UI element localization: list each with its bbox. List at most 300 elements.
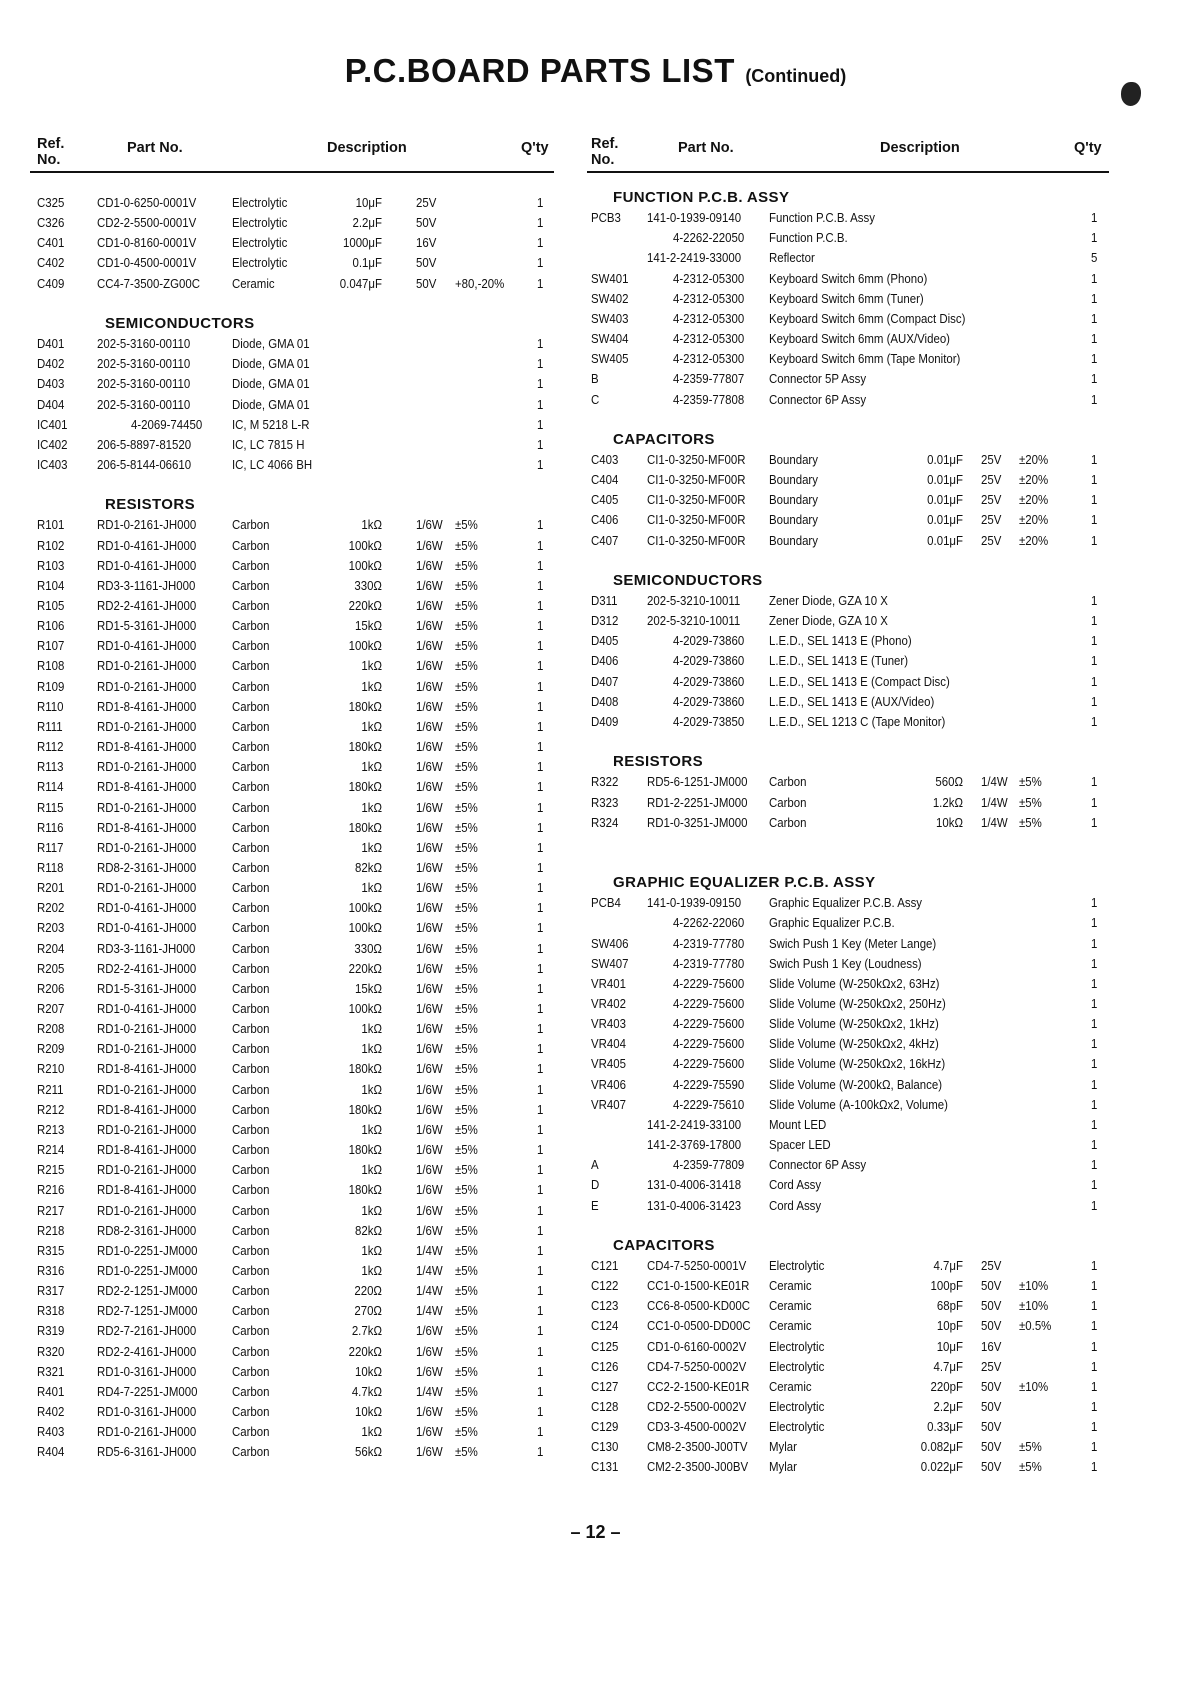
part-row [37, 959, 547, 978]
part-row [37, 1321, 547, 1340]
part-no: RD1-0-4161-JH000 [96, 638, 197, 654]
part-row [37, 1342, 547, 1361]
rating: 1/6W [415, 638, 443, 654]
quantity: 1 [536, 940, 544, 956]
description: Carbon [231, 577, 270, 593]
description: Slide Volume (W-250kΩx2, 4kHz) [768, 1036, 939, 1052]
ref-no: R404 [37, 1444, 65, 1460]
part-row [591, 1014, 1101, 1033]
quantity: 1 [536, 537, 544, 553]
ref-no: VR405 [591, 1056, 626, 1072]
value: 15kΩ [354, 618, 383, 634]
part-no: CD2-2-5500-0001V [96, 215, 197, 231]
part-no: RD1-0-2161-JH000 [96, 1021, 197, 1037]
quantity: 1 [1090, 1419, 1098, 1435]
value: 0.01μF [927, 492, 964, 508]
part-row [591, 772, 1101, 791]
ref-no: VR403 [591, 1016, 626, 1032]
tolerance: ±5% [455, 1222, 478, 1238]
description: Ceramic [768, 1278, 812, 1294]
tolerance: ±5% [455, 1444, 478, 1460]
ref-no: D405 [591, 633, 619, 649]
part-row [37, 213, 547, 232]
ref-no: D404 [37, 396, 65, 412]
tolerance: ±5% [455, 1343, 478, 1359]
part-row [37, 979, 547, 998]
description: Ceramic [768, 1298, 812, 1314]
part-row [37, 253, 547, 272]
part-no: 4-2029-73860 [672, 673, 745, 689]
part-no: CI1-0-3250-MF00R [646, 492, 746, 508]
tolerance: ±20% [1018, 472, 1049, 488]
rating: 1/6W [415, 1182, 443, 1198]
part-row [37, 798, 547, 817]
tolerance: ±5% [455, 718, 478, 734]
part-row [591, 470, 1101, 489]
ref-no: R204 [37, 940, 65, 956]
ref-no: C [591, 391, 600, 407]
quantity: 1 [536, 698, 544, 714]
description: Carbon [231, 1222, 270, 1238]
rating: 50V [980, 1378, 1002, 1394]
part-row [591, 974, 1101, 993]
part-row [591, 672, 1101, 691]
description: Electrolytic [768, 1358, 825, 1374]
tolerance: ±5% [455, 1061, 478, 1077]
ref-no: C404 [591, 472, 619, 488]
rating: 1/6W [415, 718, 443, 734]
part-row [591, 1276, 1101, 1295]
tolerance: +80,-20% [455, 275, 505, 291]
part-row [37, 1201, 547, 1220]
tolerance: ±5% [455, 698, 478, 714]
description: Carbon [768, 814, 807, 830]
left-header-part: Part No. [127, 140, 183, 156]
part-no: RD1-0-3161-JH000 [96, 1404, 197, 1419]
description: Carbon [231, 920, 270, 936]
part-no: 4-2319-77780 [672, 935, 745, 951]
part-no: RD5-6-1251-JM000 [646, 774, 748, 790]
part-row [37, 1180, 547, 1199]
quantity: 1 [1090, 1116, 1098, 1132]
quantity: 1 [1090, 975, 1098, 991]
ref-no: C409 [37, 275, 65, 291]
quantity: 1 [536, 638, 544, 654]
ref-no: C407 [591, 532, 619, 548]
description: Boundary [768, 512, 818, 528]
part-no: 4-2229-75600 [672, 996, 745, 1011]
ref-no: IC401 [37, 416, 68, 432]
part-no: 141-2-3769-17800 [646, 1137, 742, 1153]
description: Electrolytic [231, 215, 288, 231]
quantity: 1 [536, 275, 544, 291]
part-no: CI1-0-3250-MF00R [646, 472, 746, 488]
description: Diode, GMA 01 [231, 396, 310, 412]
ref-no: R104 [37, 577, 65, 593]
description: Slide Volume (A-100kΩx2, Volume) [768, 1096, 948, 1112]
part-no: 141-0-1939-09150 [646, 895, 742, 911]
ref-no: R321 [37, 1363, 65, 1379]
part-no: 141-2-2419-33100 [646, 1116, 742, 1132]
description: Mylar [768, 1459, 797, 1475]
ref-no: R210 [37, 1061, 65, 1077]
quantity: 1 [1090, 1137, 1098, 1153]
part-row [591, 369, 1101, 388]
part-no: 4-2312-05300 [672, 310, 745, 326]
quantity: 1 [1090, 270, 1098, 286]
ref-no: B [591, 371, 599, 387]
part-no: 4-2359-77807 [672, 371, 745, 387]
part-no: RD3-3-1161-JH000 [96, 577, 196, 593]
part-no: CD4-7-5250-0001V [646, 1257, 747, 1273]
part-no: 202-5-3160-00110 [96, 356, 191, 372]
part-no: RD1-0-2161-JH000 [96, 1041, 197, 1057]
section-heading: SEMICONDUCTORS [613, 571, 763, 589]
value: 220pF [930, 1378, 964, 1394]
part-no: RD1-0-2251-JM000 [96, 1242, 198, 1258]
part-row [37, 939, 547, 958]
section-heading: FUNCTION P.C.B. ASSY [613, 189, 790, 206]
part-no: 4-2069-74450 [130, 416, 203, 432]
part-row [591, 793, 1101, 812]
part-no: RD1-8-4161-JH000 [96, 1061, 197, 1077]
rating: 1/6W [415, 819, 443, 835]
rating: 1/6W [415, 940, 443, 956]
quantity: 1 [1090, 1177, 1098, 1193]
ref-no: VR406 [591, 1076, 626, 1092]
ref-no: R101 [37, 517, 65, 533]
quantity: 1 [536, 839, 544, 855]
quantity: 1 [536, 336, 544, 352]
tolerance: ±5% [455, 1081, 478, 1097]
quantity: 1 [536, 759, 544, 775]
part-row [37, 596, 547, 615]
part-no: CD1-0-4500-0001V [96, 255, 197, 271]
ref-no: D406 [591, 653, 619, 669]
description: Ceramic [231, 275, 275, 291]
description: Carbon [231, 1101, 270, 1117]
part-row [37, 1059, 547, 1078]
ref-no: IC402 [37, 436, 68, 452]
ref-no: C126 [591, 1358, 619, 1374]
value: 220kΩ [348, 1343, 383, 1359]
part-no: 202-5-3210-10011 [646, 593, 741, 608]
ref-no: R207 [37, 1001, 65, 1016]
part-no: RD1-0-2161-JH000 [96, 880, 197, 896]
rating: 1/6W [415, 1021, 443, 1037]
quantity: 1 [1090, 713, 1098, 729]
section-heading: SEMICONDUCTORS [105, 314, 255, 332]
value: 180kΩ [348, 1182, 383, 1198]
part-row [37, 395, 547, 414]
description: Cord Assy [768, 1197, 822, 1213]
part-no: RD1-0-2161-JH000 [96, 799, 197, 815]
part-no: CC6-8-0500-KD00C [646, 1298, 751, 1314]
quantity: 1 [536, 1262, 544, 1278]
rating: 50V [980, 1318, 1002, 1334]
part-no: RD2-7-1251-JM000 [96, 1303, 198, 1319]
rating: 50V [980, 1278, 1002, 1294]
right-header-part: Part No. [678, 140, 734, 156]
quantity: 1 [536, 1222, 544, 1238]
value: 220kΩ [348, 598, 383, 613]
tolerance: ±5% [1018, 1459, 1042, 1475]
ref-no: C124 [591, 1318, 619, 1334]
value: 0.01μF [927, 512, 964, 528]
rating: 25V [980, 472, 1002, 488]
quantity: 1 [1090, 915, 1098, 931]
rating: 1/6W [415, 1222, 443, 1238]
part-row [37, 1160, 547, 1179]
left-column-header [37, 136, 557, 172]
part-row [37, 1019, 547, 1038]
part-row [37, 334, 547, 353]
description: Cord Assy [768, 1177, 822, 1193]
tolerance: ±20% [1018, 532, 1049, 548]
value: 1kΩ [361, 799, 383, 815]
value: 1kΩ [361, 880, 383, 896]
part-no: CD3-3-4500-0002V [646, 1419, 747, 1435]
ref-no: R216 [37, 1182, 65, 1198]
part-row [591, 490, 1101, 509]
part-no: CI1-0-3250-MF00R [646, 512, 746, 528]
quantity: 1 [1090, 210, 1098, 226]
value: 10pF [936, 1318, 964, 1334]
description: Diode, GMA 01 [231, 356, 310, 372]
description: Carbon [231, 698, 270, 714]
section-heading: CAPACITORS [613, 1236, 715, 1254]
ref-no: R316 [37, 1262, 65, 1278]
part-row [37, 717, 547, 736]
description: Connector 5P Assy [768, 371, 867, 387]
quantity: 1 [1090, 492, 1098, 508]
rating: 1/6W [415, 960, 443, 976]
rating: 1/6W [415, 1202, 443, 1218]
rating: 25V [980, 1257, 1002, 1273]
ref-no: R111 [37, 718, 63, 734]
quantity: 1 [536, 1283, 544, 1299]
description: Carbon [231, 1404, 270, 1419]
tolerance: ±5% [455, 839, 478, 855]
quantity: 1 [536, 1202, 544, 1218]
quantity: 1 [536, 1303, 544, 1319]
tolerance: ±5% [455, 1363, 478, 1379]
tolerance: ±5% [455, 1404, 478, 1419]
part-no: CD1-0-6250-0001V [96, 195, 197, 210]
quantity: 1 [536, 980, 544, 996]
part-no: RD1-0-2161-JH000 [96, 1202, 197, 1218]
value: 180kΩ [348, 698, 383, 714]
part-no: RD1-8-4161-JH000 [96, 698, 197, 714]
description: Graphic Equalizer P.C.B. Assy [768, 895, 923, 911]
ref-no: R218 [37, 1222, 65, 1238]
value: 180kΩ [348, 739, 383, 755]
quantity: 1 [536, 880, 544, 896]
title-sub: (Continued) [745, 66, 847, 86]
description: Electrolytic [231, 255, 288, 271]
description: Carbon [231, 1041, 270, 1057]
description: Slide Volume (W-250kΩx2, 250Hz) [768, 996, 946, 1011]
quantity: 1 [536, 1242, 544, 1258]
part-row [37, 415, 547, 434]
quantity: 1 [1090, 472, 1098, 488]
part-row [37, 697, 547, 716]
value: 560Ω [935, 774, 964, 790]
description: Electrolytic [768, 1257, 825, 1273]
description: Carbon [231, 718, 270, 734]
tolerance: ±5% [455, 577, 478, 593]
quantity: 1 [1090, 895, 1098, 911]
ref-no: R322 [591, 774, 619, 790]
part-row [591, 1155, 1101, 1174]
left-header-desc: Description [327, 140, 407, 156]
tolerance: ±10% [1018, 1278, 1049, 1294]
ref-no: R214 [37, 1142, 65, 1158]
description: Carbon [231, 537, 270, 553]
description: Mylar [768, 1439, 797, 1455]
description: Zener Diode, GZA 10 X [768, 593, 888, 608]
part-no: RD1-0-3251-JM000 [646, 814, 748, 830]
part-row [37, 1080, 547, 1099]
tolerance: ±5% [455, 517, 478, 533]
tolerance: ±5% [1018, 814, 1042, 830]
part-row [591, 1175, 1101, 1194]
tolerance: ±5% [455, 1001, 478, 1016]
part-no: 4-2029-73860 [672, 653, 745, 669]
ref-no: VR401 [591, 975, 626, 991]
rating: 1/6W [415, 517, 443, 533]
part-row [591, 1457, 1101, 1476]
rating: 1/4W [980, 774, 1008, 790]
part-no: RD2-2-1251-JM000 [96, 1283, 198, 1299]
ref-no: R317 [37, 1283, 65, 1299]
part-row [591, 309, 1101, 328]
part-row [591, 1196, 1101, 1215]
part-no: RD1-0-3161-JH000 [96, 1363, 197, 1379]
part-no: RD1-0-2161-JH000 [96, 759, 197, 775]
ref-no: R201 [37, 880, 65, 896]
description: Carbon [231, 598, 270, 613]
rating: 50V [415, 215, 437, 231]
tolerance: ±5% [455, 678, 478, 694]
quantity: 1 [536, 779, 544, 795]
description: Boundary [768, 451, 818, 467]
quantity: 1 [536, 658, 544, 674]
part-no: RD1-0-4161-JH000 [96, 900, 197, 916]
ref-no: R403 [37, 1424, 65, 1440]
value: 1.2kΩ [932, 794, 964, 810]
quantity: 1 [536, 557, 544, 573]
part-no: RD8-2-3161-JH000 [96, 859, 197, 875]
value: 1kΩ [361, 1162, 383, 1178]
value: 1kΩ [361, 1041, 383, 1057]
ref-no: SW404 [591, 331, 629, 347]
rating: 50V [415, 255, 437, 271]
part-row [591, 712, 1101, 731]
tolerance: ±5% [455, 1383, 478, 1399]
rating: 1/6W [415, 1142, 443, 1158]
quantity: 1 [536, 1041, 544, 1057]
value: 1kΩ [361, 658, 383, 674]
part-row [37, 737, 547, 756]
ref-no: R206 [37, 980, 65, 996]
description: Carbon [231, 1323, 270, 1339]
quantity: 1 [536, 1343, 544, 1359]
quantity: 1 [536, 1162, 544, 1178]
description: Carbon [231, 1383, 270, 1399]
rating: 1/6W [415, 920, 443, 936]
value: 15kΩ [354, 980, 383, 996]
value: 180kΩ [348, 1101, 383, 1117]
value: 220kΩ [348, 960, 383, 976]
ref-no: R401 [37, 1383, 65, 1399]
quantity: 1 [536, 195, 544, 210]
value: 82kΩ [354, 859, 383, 875]
quantity: 1 [536, 960, 544, 976]
part-row [591, 1296, 1101, 1315]
quantity: 1 [536, 235, 544, 251]
description: L.E.D., SEL 1413 E (Phono) [768, 633, 912, 649]
ref-no: R107 [37, 638, 65, 654]
tolerance: ±5% [455, 980, 478, 996]
value: 1kΩ [361, 1242, 383, 1258]
quantity: 1 [1090, 693, 1098, 709]
part-no: RD2-2-4161-JH000 [96, 1343, 197, 1359]
left-header-qty: Q'ty [521, 140, 549, 156]
description: Carbon [231, 960, 270, 976]
ref-no: PCB3 [591, 210, 621, 226]
rating: 1/6W [415, 1081, 443, 1097]
ref-no: C405 [591, 492, 619, 508]
part-row [37, 274, 547, 293]
rating: 50V [980, 1298, 1002, 1314]
part-row [37, 1281, 547, 1300]
part-no: CD1-0-6160-0002V [646, 1338, 747, 1354]
part-row [37, 858, 547, 877]
tolerance: ±5% [455, 759, 478, 775]
part-row [37, 233, 547, 252]
quantity: 1 [1090, 1197, 1098, 1213]
part-row [37, 1301, 547, 1320]
description: Reflector [768, 250, 815, 266]
quantity: 1 [1090, 1257, 1098, 1273]
description: Function P.C.B. Assy [768, 210, 875, 226]
ref-no: D408 [591, 693, 619, 709]
description: Carbon [231, 1081, 270, 1097]
description: Swich Push 1 Key (Loudness) [768, 955, 922, 971]
value: 180kΩ [348, 819, 383, 835]
description: Carbon [231, 739, 270, 755]
tolerance: ±5% [455, 960, 478, 976]
part-no: RD1-8-4161-JH000 [96, 1101, 197, 1117]
tolerance: ±5% [455, 920, 478, 936]
ref-no: C403 [591, 451, 619, 467]
part-row [591, 611, 1101, 630]
description: Carbon [231, 557, 270, 573]
part-row [591, 510, 1101, 529]
part-no: RD5-6-3161-JH000 [96, 1444, 197, 1460]
tolerance: ±5% [455, 900, 478, 916]
description: Carbon [231, 759, 270, 775]
description: Ceramic [768, 1378, 812, 1394]
description: L.E.D., SEL 1413 E (AUX/Video) [768, 693, 935, 709]
quantity: 1 [1090, 633, 1098, 649]
description: Connector 6P Assy [768, 1157, 867, 1173]
ref-no: R315 [37, 1242, 65, 1258]
part-no: 4-2229-75600 [672, 1016, 745, 1032]
rating: 50V [980, 1419, 1002, 1435]
part-no: 4-2029-73860 [672, 633, 745, 649]
